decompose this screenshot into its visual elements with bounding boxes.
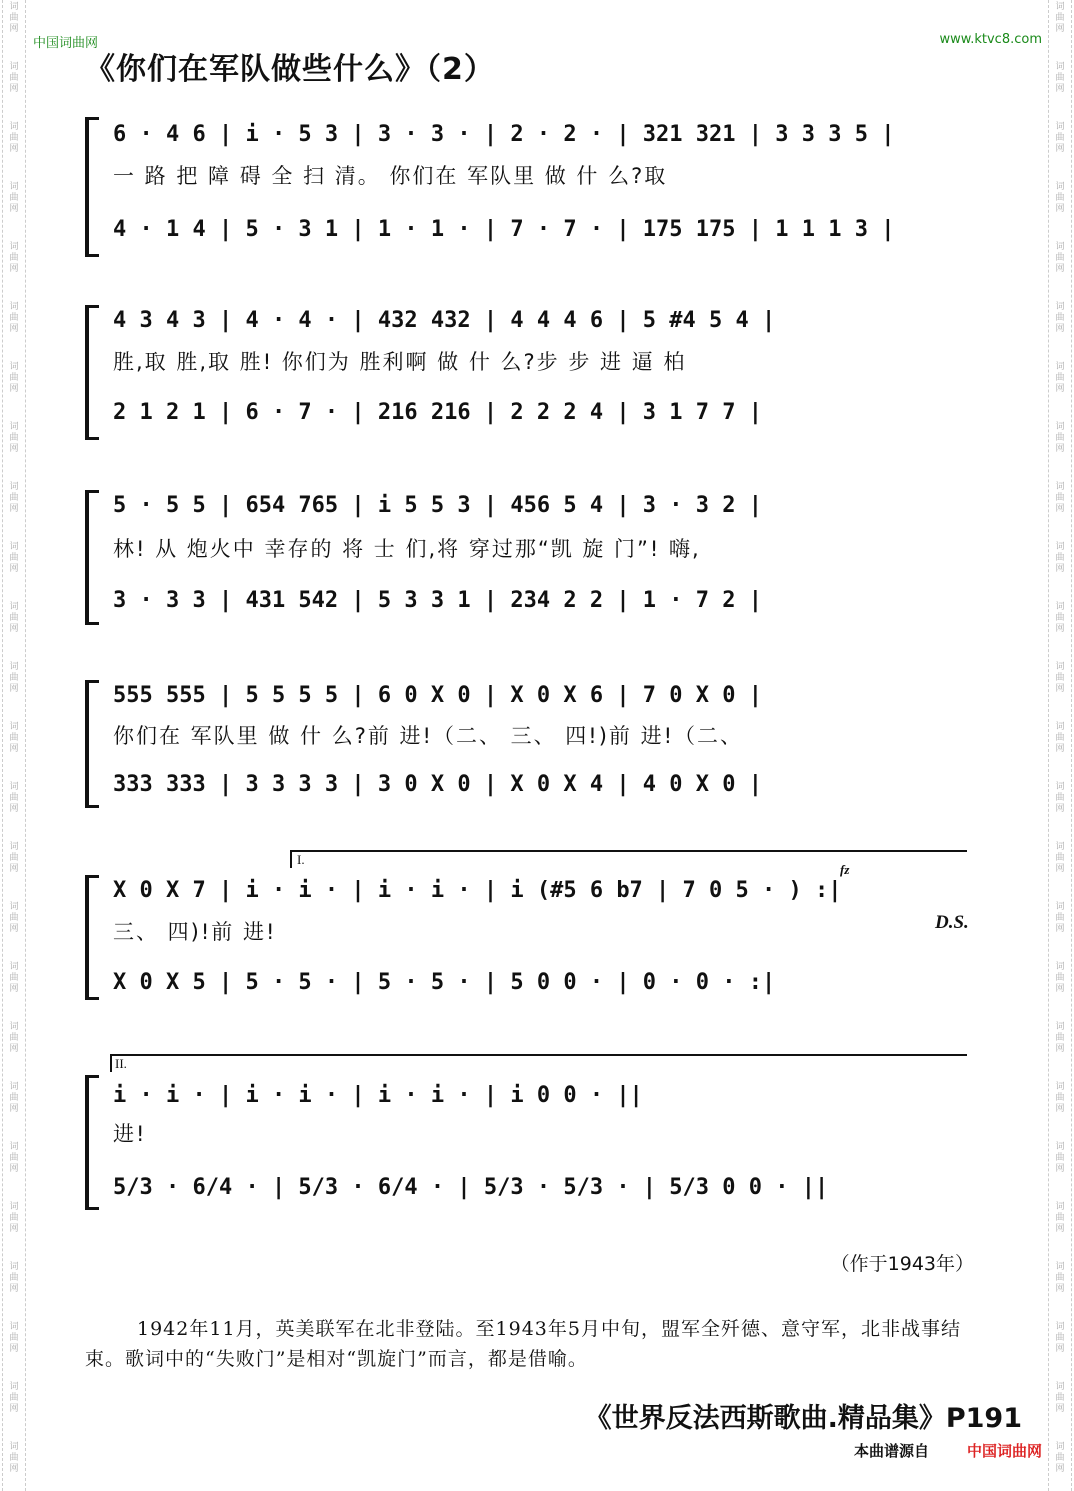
side-watermark-mark: 词 曲 网: [9, 602, 19, 634]
side-watermark-mark: 词 曲 网: [1055, 62, 1065, 94]
side-watermark-mark: 词 曲 网: [1055, 1082, 1065, 1114]
lyrics-line: 你们在 军队里 做 什 么?前 进!（二、 三、 四!)前 进!（二、: [113, 724, 743, 748]
volta-bracket-first: [290, 850, 967, 868]
side-watermark-mark: 词 曲 网: [1055, 782, 1065, 814]
side-watermark-mark: 词 曲 网: [1055, 602, 1065, 634]
side-watermark-mark: 词 曲 网: [9, 422, 19, 454]
harmony-line: X 0 X 5 | 5 · 5 · | 5 · 5 · | 5 0 0 · | 0 · 0 · :|: [113, 970, 776, 995]
source-citation: 《世界反法西斯歌曲.精品集》P191: [584, 1403, 1022, 1434]
side-watermark-mark: 词 曲 网: [1055, 542, 1065, 574]
side-watermark-mark: 词 曲 网: [1055, 1322, 1065, 1354]
side-watermark-mark: 词 曲 网: [9, 1442, 19, 1474]
side-watermark-mark: 词 曲 网: [1055, 662, 1065, 694]
side-watermark-mark: 词 曲 网: [1055, 1022, 1065, 1054]
side-watermark-mark: 词 曲 网: [9, 122, 19, 154]
system-brace: [85, 1075, 97, 1210]
system-brace: [85, 117, 97, 257]
side-watermark-mark: 词 曲 网: [9, 782, 19, 814]
side-watermark-mark: 词 曲 网: [9, 1082, 19, 1114]
footer-site-link[interactable]: 中国词曲网: [966, 1442, 1042, 1460]
side-watermark-mark: 词 曲 网: [1055, 422, 1065, 454]
side-watermark-mark: 词 曲 网: [9, 662, 19, 694]
site-name-link[interactable]: 中国词曲网: [33, 36, 99, 51]
side-watermark-mark: 词 曲 网: [1055, 242, 1065, 274]
side-watermark-mark: 词 曲 网: [1055, 122, 1065, 154]
footer-label: 本曲谱源自: [853, 1442, 929, 1460]
composition-date: （作于1943年）: [830, 1253, 974, 1275]
side-watermark-mark: 词 曲 网: [1055, 842, 1065, 874]
side-watermark-mark: 词 曲 网: [9, 962, 19, 994]
side-watermark-mark: 词 曲 网: [9, 842, 19, 874]
melody-line: 555 555 | 5 5 5 5 | 6 0 X 0 | X 0 X 6 | 7 0 X 0 |: [113, 683, 763, 708]
side-watermark-mark: 词 曲 网: [9, 542, 19, 574]
score-system-6: [85, 1050, 980, 1220]
lyrics-line: 进!: [113, 1122, 147, 1146]
lyrics-line: 一 路 把 障 碍 全 扫 清。 你们在 军队里 做 什 么?取: [113, 164, 668, 188]
melody-line: i · i · | i · i · | i · i · | i 0 0 · ||: [113, 1083, 643, 1108]
side-watermark-mark: 词 曲 网: [9, 2, 19, 34]
dynamic-marking: fz: [840, 862, 850, 877]
lyrics-line: 林! 从 炮火中 幸存的 将 士 们,将 穿过那“凯 旋 门”! 嗨,: [113, 537, 701, 561]
melody-line: 4 3 4 3 | 4 · 4 · | 432 432 | 4 4 4 6 | 5 #4 5 4 |: [113, 308, 776, 333]
side-watermark-mark: 词 曲 网: [1055, 1262, 1065, 1294]
side-watermark-mark: 词 曲 网: [9, 482, 19, 514]
side-watermark-mark: 词 曲 网: [1055, 2, 1065, 34]
system-brace: [85, 490, 97, 625]
melody-line: 6 · 4 6 | i · 5 3 | 3 · 3 · | 2 · 2 · | 321 321 | 3 3 3 5 |: [113, 122, 895, 147]
side-watermark-mark: 词 曲 网: [9, 242, 19, 274]
melody-line: 5 · 5 5 | 654 765 | i 5 5 3 | 456 5 4 | 3 · 3 2 |: [113, 493, 763, 518]
score-system-5: [85, 850, 980, 1010]
side-watermark-mark: 词 曲 网: [1055, 1382, 1065, 1414]
ds-marking: D.S.: [935, 912, 969, 933]
melody-line: X 0 X 7 | i · i · | i · i · | i (#5 6 b7 | 7 0 5 · ) :|: [113, 878, 842, 903]
site-url-link[interactable]: www.ktvc8.com: [939, 32, 1042, 47]
harmony-line: 333 333 | 3 3 3 3 | 3 0 X 0 | X 0 X 4 | 4 0 X 0 |: [113, 772, 763, 797]
side-watermark-mark: 词 曲 网: [1055, 902, 1065, 934]
side-watermark-mark: 词 曲 网: [9, 1202, 19, 1234]
history-note: 1942年11月，英美联军在北非登陆。至1943年5月中旬，盟军全歼德、意守军，北非战事结束。歌词中的“失败门”是相对“凯旋门”而言，都是借喻。: [85, 1318, 961, 1370]
side-watermark-mark: 词 曲 网: [9, 1262, 19, 1294]
system-brace: [85, 305, 97, 440]
volta-label: I.: [297, 852, 305, 867]
score-system-3: [85, 485, 980, 635]
left-margin-strip: [2, 0, 26, 1491]
volta-bracket-second: [110, 1054, 967, 1072]
side-watermark-mark: 词 曲 网: [1055, 722, 1065, 754]
side-watermark-mark: 词 曲 网: [9, 1382, 19, 1414]
lyrics-line: 三、 四)!前 进!: [113, 920, 277, 944]
side-watermark-mark: 词 曲 网: [9, 362, 19, 394]
song-title: 《你们在军队做些什么》（2）: [85, 52, 495, 87]
side-watermark-mark: 词 曲 网: [9, 1022, 19, 1054]
side-watermark-mark: 词 曲 网: [9, 302, 19, 334]
side-watermark-mark: 词 曲 网: [9, 62, 19, 94]
harmony-line: 3 · 3 3 | 431 542 | 5 3 3 1 | 234 2 2 | 1 · 7 2 |: [113, 588, 763, 613]
lyrics-line: 胜,取 胜,取 胜! 你们为 胜利啊 做 什 么?步 步 进 逼 柏: [113, 350, 687, 374]
side-watermark-mark: 词 曲 网: [1055, 482, 1065, 514]
harmony-line: 5/3 · 6/4 · | 5/3 · 6/4 · | 5/3 · 5/3 · | 5/3 0 0 · ||: [113, 1175, 829, 1200]
score-system-1: [85, 112, 980, 262]
harmony-line: 4 · 1 4 | 5 · 3 1 | 1 · 1 · | 7 · 7 · | 175 175 | 1 1 1 3 |: [113, 217, 895, 242]
side-watermark-mark: 词 曲 网: [1055, 1442, 1065, 1474]
side-watermark-mark: 词 曲 网: [9, 1322, 19, 1354]
side-watermark-mark: 词 曲 网: [1055, 362, 1065, 394]
side-watermark-mark: 词 曲 网: [9, 1142, 19, 1174]
side-watermark-mark: 词 曲 网: [9, 902, 19, 934]
harmony-line: 2 1 2 1 | 6 · 7 · | 216 216 | 2 2 2 4 | 3 1 7 7 |: [113, 400, 763, 425]
side-watermark-mark: 词 曲 网: [9, 722, 19, 754]
volta-label: II.: [115, 1056, 127, 1071]
side-watermark-mark: 词 曲 网: [1055, 182, 1065, 214]
side-watermark-mark: 词 曲 网: [9, 182, 19, 214]
right-margin-strip: [1048, 0, 1072, 1491]
side-watermark-mark: 词 曲 网: [1055, 1202, 1065, 1234]
side-watermark-mark: 词 曲 网: [1055, 962, 1065, 994]
system-brace: [85, 680, 97, 808]
side-watermark-mark: 词 曲 网: [1055, 302, 1065, 334]
system-brace: [85, 875, 97, 1000]
score-system-4: [85, 675, 980, 825]
score-system-2: [85, 300, 980, 450]
side-watermark-mark: 词 曲 网: [1055, 1142, 1065, 1174]
